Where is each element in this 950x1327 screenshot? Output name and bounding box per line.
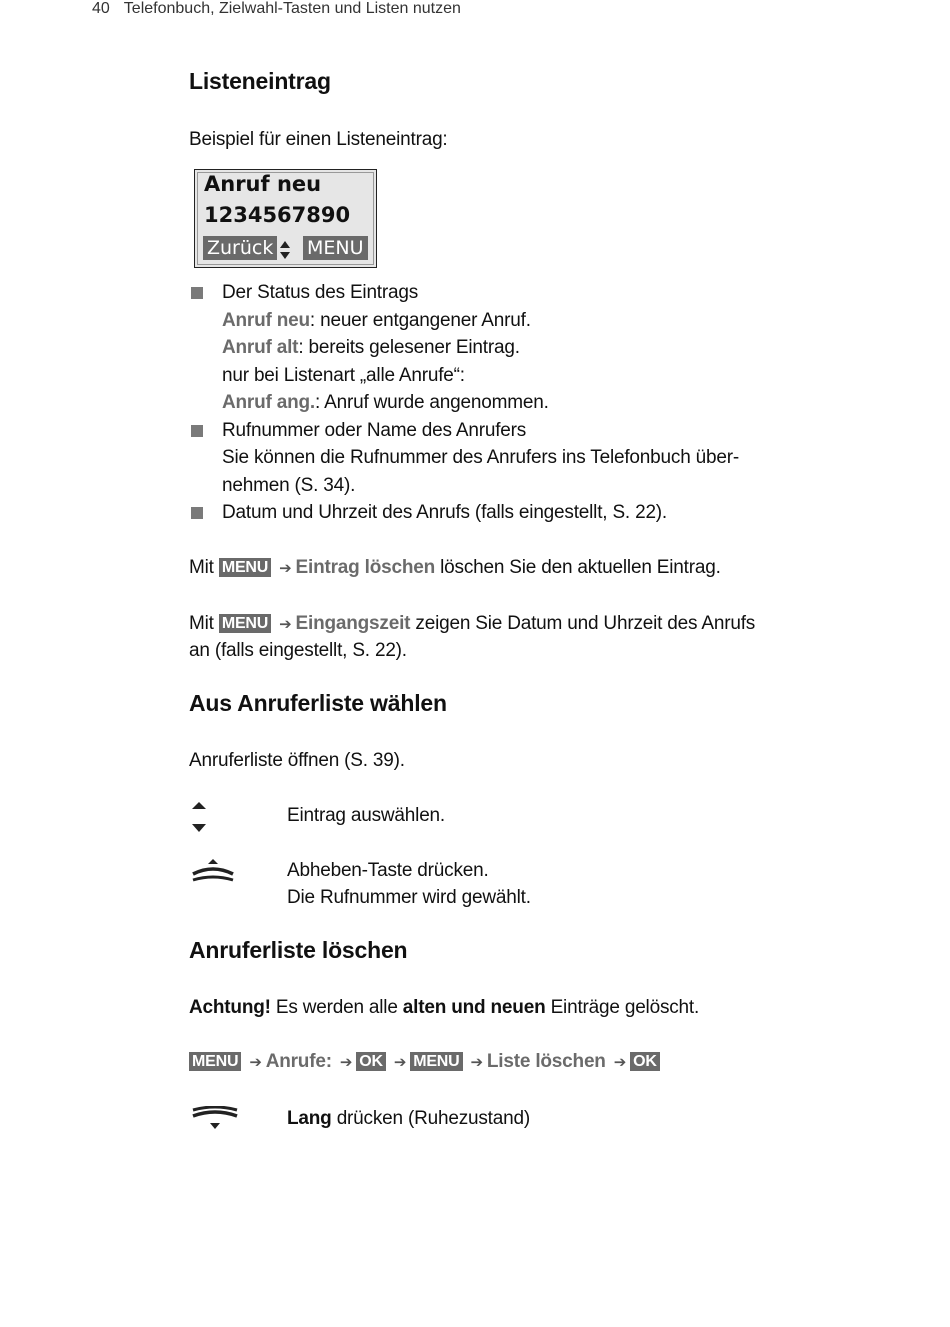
arrow-icon: ➔ (470, 1054, 483, 1071)
section-title-listeneintrag: Listeneintrag (189, 68, 331, 94)
phone-display-example (194, 169, 377, 268)
menu-item-anrufe: Anrufe: (265, 1051, 332, 1072)
arrow-icon: ➔ (339, 1054, 353, 1071)
step-end-call: Lang drücken (Ruhezustand) (287, 1108, 530, 1129)
off-hook-key-icon (190, 858, 236, 884)
term-anruf-alt: Anruf alt (222, 337, 299, 358)
status-accepted-line: Anruf ang.: Anruf wurde angenommen. (222, 392, 549, 413)
page-number: 40 (92, 0, 110, 17)
step-offhook-line1: Abheben-Taste drücken. (287, 860, 489, 881)
caller-text-line: nehmen (S. 34). (222, 475, 356, 496)
menu-key: MENU (410, 1052, 462, 1071)
menu-instruction-delete: Mit MENU ➔ Eintrag löschen löschen Sie den aktuellen Eintrag. (189, 557, 721, 578)
ok-key: OK (356, 1052, 386, 1071)
status-note-line: nur bei Listenart „alle Anrufe“: (222, 365, 465, 386)
display-line-number: 1234567890 (204, 203, 351, 227)
term-anruf-ang: Anruf ang. (222, 392, 315, 413)
open-list-text: Anruferliste öffnen (S. 39). (189, 750, 405, 771)
menu-key: MENU (219, 558, 271, 577)
menu-instruction-time: Mit MENU ➔ Eingangszeit zeigen Sie Datum und Uhrzeit des Anrufs (189, 613, 756, 634)
page-header (92, 0, 461, 18)
up-down-icon (279, 240, 291, 260)
status-new-line: Anruf neu: neuer entgangener Anruf. (222, 310, 531, 331)
section-title-anruferliste-waehlen: Aus Anruferliste wählen (189, 690, 447, 716)
end-call-key-icon (190, 1106, 240, 1130)
menu-item-eintrag-loeschen: Eintrag löschen (295, 557, 436, 578)
running-title: Telefonbuch, Zielwahl-Tasten und Listen nutzen (123, 0, 461, 17)
menu-instruction-time-cont: an (falls eingestellt, S. 22). (189, 640, 407, 661)
warning-text: Achtung! Es werden alle alten und neuen Einträge gelöscht. (189, 997, 700, 1018)
bullet-marker (191, 425, 203, 437)
bullet-caller-title: Rufnummer oder Name des Anrufers (222, 420, 527, 441)
menu-key: MENU (189, 1052, 241, 1071)
display-line-status: Anruf neu (204, 172, 322, 196)
arrow-icon: ➔ (249, 1054, 262, 1071)
up-down-navigation-icon (190, 801, 208, 833)
section-title-anruferliste-loeschen: Anruferliste löschen (189, 937, 408, 963)
menu-key: MENU (219, 614, 271, 633)
softkey-back: Zurück (203, 236, 277, 260)
bullet-marker (191, 507, 203, 519)
softkey-menu: MENU (303, 236, 368, 260)
status-old-line: Anruf alt: bereits gelesener Eintrag. (222, 337, 520, 358)
arrow-icon: ➔ (393, 1054, 407, 1071)
bullet-status-title: Der Status des Eintrags (222, 282, 419, 303)
ok-key: OK (630, 1052, 660, 1071)
bullet-datetime: Datum und Uhrzeit des Anrufs (falls eingestellt, S. 22). (222, 502, 668, 523)
bullet-marker (191, 287, 203, 299)
delete-sequence (189, 1048, 660, 1077)
arrow-icon: ➔ (279, 616, 292, 633)
menu-item-eingangszeit: Eingangszeit (295, 613, 411, 634)
menu-item-liste-loeschen: Liste löschen (486, 1051, 606, 1072)
arrow-icon: ➔ (279, 560, 292, 577)
arrow-icon: ➔ (613, 1054, 627, 1071)
step-select-entry: Eintrag auswählen. (287, 805, 446, 826)
caller-text-line: Sie können die Rufnummer des Anrufers ins Telefonbuch über- (222, 447, 739, 468)
term-anruf-neu: Anruf neu (222, 310, 310, 331)
step-offhook-line2: Die Rufnummer wird gewählt. (287, 887, 531, 908)
intro-text: Beispiel für einen Listeneintrag: (189, 129, 448, 150)
